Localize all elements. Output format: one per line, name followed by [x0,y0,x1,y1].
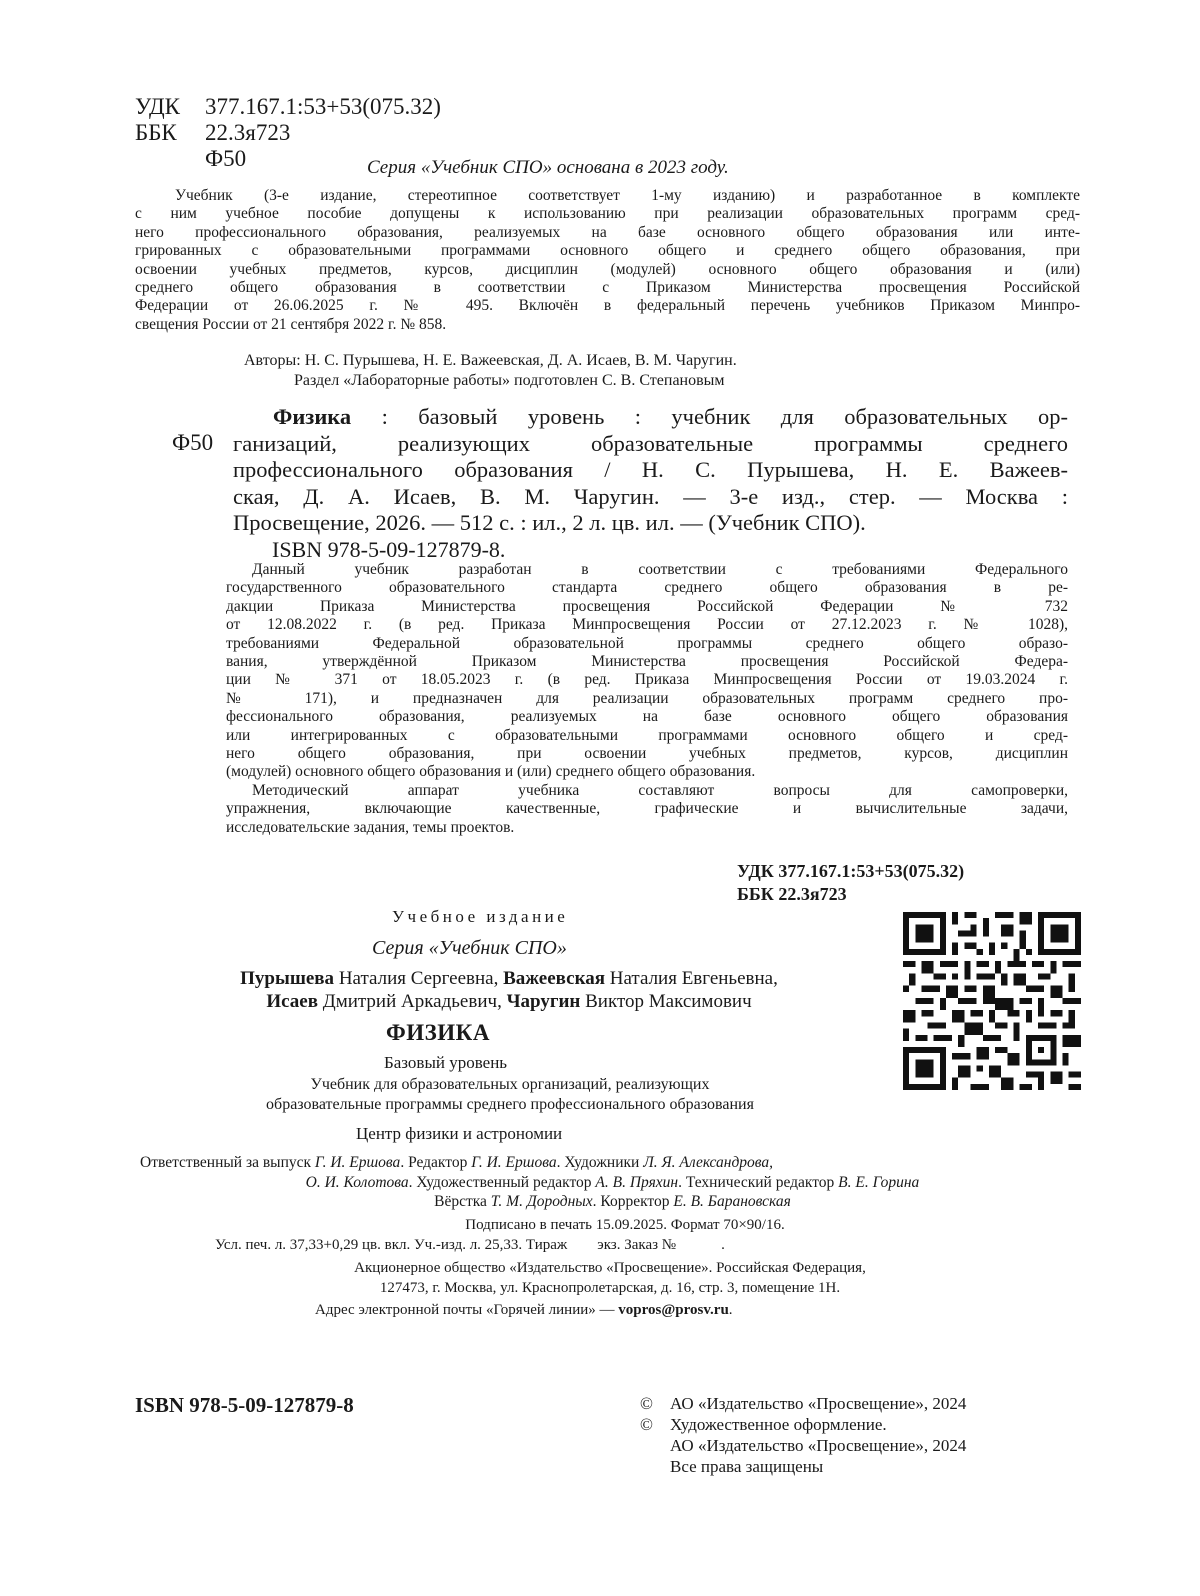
email-link[interactable]: vopros@prosv.ru [618,1302,729,1318]
email-end: . [728,1302,733,1318]
qr-code-icon[interactable] [903,912,1081,1090]
annotation-line: фессионального образования, реализуемых на базе основного общего образования [226,708,1068,726]
staff-name: О. И. Колотова [305,1173,409,1191]
staff-role: . Корректор [592,1193,674,1210]
staff-name: В. Е. Горина [838,1173,920,1191]
author-given: Дмитрий Аркадьевич, [317,991,507,1012]
isbn-record: ISBN 978-5-09-127879-8. [272,537,506,562]
book-title: ФИЗИКА [386,1020,490,1045]
book-level: Базовый уровень [384,1053,508,1072]
staff-role: . Технический редактор [678,1173,839,1191]
annotation-line: требованиями Федеральной образовательной программы среднего общего образо- [226,634,1068,652]
annotation-line: № 171), и предназначен для реализации образовательных программ среднего про- [226,689,1068,707]
rights-reserved: Все права защищены [670,1457,824,1476]
paragraph-line: Федерации от 26.06.2025 г. № 495. Включён в федеральный перечень учебников Приказом Минпро- [135,297,1080,315]
annotation-line: или интегрированных с образовательными программами основного общего и сред- [226,726,1068,744]
author-mark: Ф50 [205,146,247,171]
paragraph-line: освоении учебных предметов, курсов, дисциплин (модулей) основного общего образования и (или) [135,260,1080,278]
paragraph-line: Учебник (3-е издание, стереотипное соответствует 1-му изданию) и разработанное в комплекте [175,187,1080,204]
annotation-line: Данный учебник разработан в соответствии с требованиями Федерального [252,561,1068,578]
editorial-center: Центр физики и астрономии [356,1124,563,1143]
annotation-line: исследовательские задания, темы проектов. [226,818,515,836]
edition-type: Учебное издание [392,907,569,926]
subtitle-line: образовательные программы среднего профессионального образования [266,1095,754,1113]
author-given: Наталия Евгеньевна, [605,968,778,989]
author-surname: Чаругин [506,991,581,1012]
biblio-line: : базовый уровень : учебник для образовательных ор- [351,404,1068,429]
paragraph-line: среднего общего образования в соответствии с Приказом Министерства просвещения Российской [135,279,1080,297]
bibliographic-record [233,404,1068,537]
udk-value: 377.167.1:53+53(075.32) [205,94,441,119]
annotation-codes [737,860,964,906]
staff-name: Г. И. Ершова [471,1154,557,1171]
paragraph-line: свещения России от 21 сентября 2022 г. № 858. [135,315,447,333]
staff-role: . Художники [556,1154,644,1171]
annotation-line: ции № 371 от 18.05.2023 г. (в ред. Приказа Минпросвещения России от 19.03.2024 г. [226,671,1068,689]
copyright-line: АО «Издательство «Просвещение», 2024 [670,1436,967,1455]
staff-name: А. В. Пряхин [595,1173,679,1191]
biblio-line: ганизаций, реализующих образовательные программы среднего [233,430,1068,456]
print-info-line: Усл. печ. л. 37,33+0,29 цв. вкл. Уч.-изд. л. 25,33. Тираж экз. Заказ № . [215,1237,725,1253]
author-surname: Исаев [266,991,318,1012]
series-note: Серия «Учебник СПО» основана в 2023 году. [367,157,729,178]
paragraph-line: него профессионального образования, реализуемых на базе основного общего образования или инте- [135,223,1080,241]
print-info [210,1215,1040,1255]
series-name: Серия «Учебник СПО» [372,937,567,959]
book-title-bold: Физика [273,404,352,429]
copyright-icon: © [640,1415,653,1434]
copyright-icon: © [640,1394,653,1413]
approval-paragraph [135,187,1080,334]
annotation-line: него общего образования, при освоении учебных предметов, курсов, дисциплин [226,745,1068,763]
staff-name: Т. М. Дородных [490,1193,593,1210]
author-surname: Важеевская [503,968,606,989]
authors-line: Авторы: Н. С. Пурышева, Н. Е. Важеевская, Д. А. Исаев, В. М. Чаругин. [244,352,737,369]
copyright-block [640,1393,966,1477]
bbk-code: ББК 22.3я723 [737,884,847,904]
biblio-line: ская, Д. А. Исаев, В. М. Чаругин. — 3-е изд., стер. — Москва : [233,483,1068,509]
author-given: Виктор Максимович [580,991,752,1012]
staff-name: Е. В. Барановская [673,1193,791,1210]
bbk-label: ББК [135,120,177,145]
editorial-staff [140,1153,1085,1212]
annotation-line: вания, утверждённой Приказом Министерства просвещения Российской Федера- [226,653,1068,671]
biblio-line: Просвещение, 2026. — 512 с. : ил., 2 л. цв. ил. — (Учебник СПО). [233,510,866,535]
annotation-line: упражнения, включающие качественные, графические и вычислительные задачи, [226,800,1068,818]
subtitle-line: Учебник для образовательных организаций, реализующих [310,1076,710,1093]
publisher-line: Акционерное общество «Издательство «Просвещение». Российская Федерация, [354,1260,866,1276]
staff-role: . Художественный редактор [408,1173,596,1191]
staff-role: . Редактор [400,1154,472,1171]
staff-role: Ответственный за выпуск [140,1154,315,1171]
annotation-paragraph [226,561,1068,837]
authors-full-names [142,967,876,1013]
author-given: Наталия Сергеевна, [334,968,504,989]
staff-name: Г. И. Ершова [314,1154,401,1171]
annotation-line: государственного образовательного стандарта среднего общего образования в ре- [226,579,1068,597]
email-label: Адрес электронной почты «Горячей линии» — [315,1302,619,1318]
staff-role: Вёрстка [434,1193,491,1210]
annotation-line: от 12.08.2022 г. (в ред. Приказа Минпросвещения России от 27.12.2023 г. № 1028), [226,616,1068,634]
isbn-footer: ISBN 978-5-09-127879-8 [135,1393,354,1417]
print-info-line: Подписано в печать 15.09.2025. Формат 70×90/16. [465,1217,785,1233]
bbk-value: 22.3я723 [205,120,291,145]
author-surname: Пурышева [240,968,335,989]
biblio-line: профессионального образования / Н. С. Пурышева, Н. Е. Важеев- [233,457,1068,482]
book-subtitle [150,1075,870,1114]
staff-name: Л. Я. Александрова, [643,1154,774,1171]
paragraph-line: с ним учебное пособие допущены к использованию при реализации образовательных программ сред- [135,205,1080,223]
copyright-line: Художественное оформление. [670,1415,887,1434]
annotation-line: дакции Приказа Министерства просвещения Российской Федерации № 732 [226,597,1068,615]
annotation-line: Методический аппарат учебника составляют вопросы для самопроверки, [252,781,1068,799]
annotation-line: (модулей) основного общего образования и (или) среднего общего образования. [226,763,756,781]
copyright-line: АО «Издательство «Просвещение», 2024 [670,1394,967,1413]
bibliographic-mark: Ф50 [172,430,214,455]
paragraph-line: грированных с образовательными программами основного общего и среднего общего образования, при [135,242,1080,260]
hotline-email [315,1302,733,1319]
publisher-line: 127473, г. Москва, ул. Краснопролетарская, д. 16, стр. 3, помещение 1Н. [379,1280,841,1296]
lab-section-note: Раздел «Лабораторные работы» подготовлен С. В. Степановым [294,372,725,389]
udk-code: УДК 377.167.1:53+53(075.32) [737,861,965,881]
udk-label: УДК [135,94,180,119]
publisher-info [240,1258,980,1298]
